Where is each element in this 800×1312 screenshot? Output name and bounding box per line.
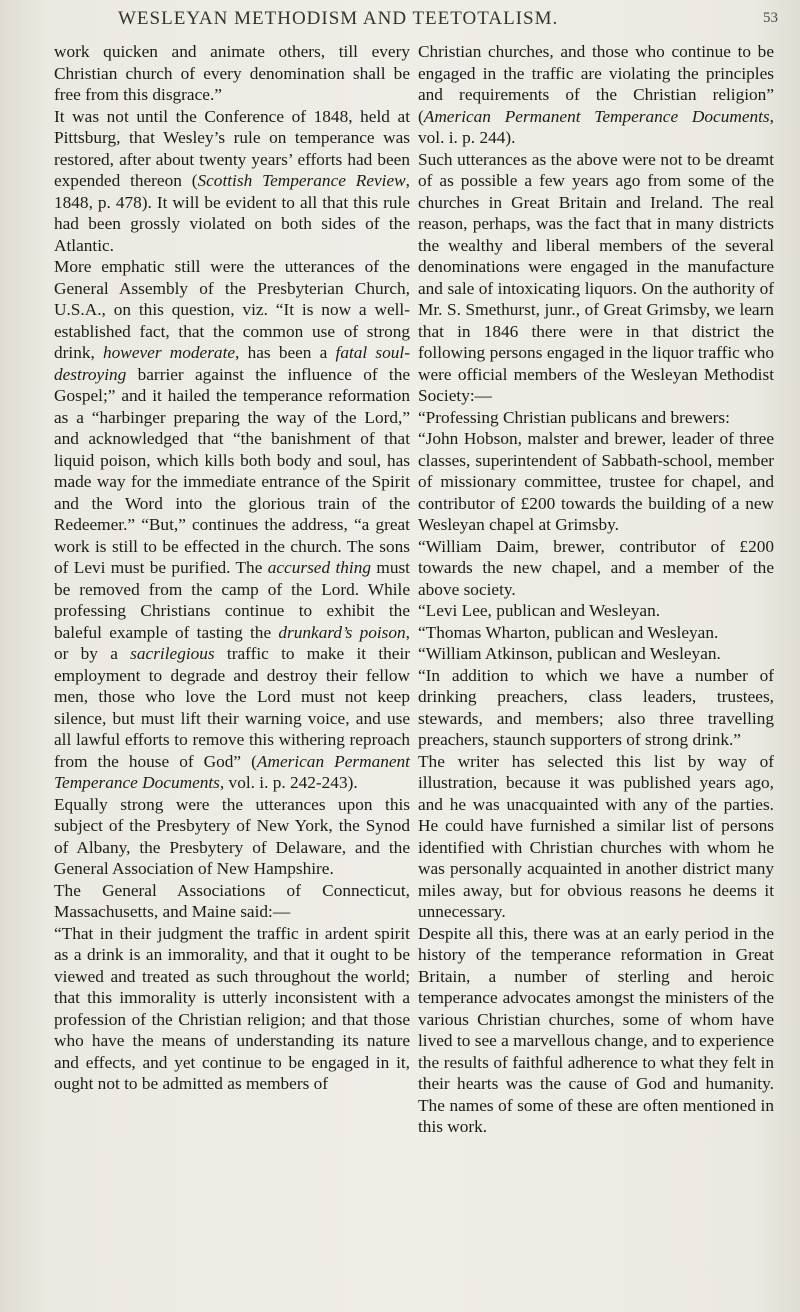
paragraph: It was not until the Conference of 1848, held at Pittsburg, that Wesley’s rule on temperance was restored, after about twenty years’ efforts had been expended thereon (Scottish Temperance Review, 1848, p. 478). It will be evident to all that this rule had been grossly violated on both sides of the Atlantic. <box>54 106 410 255</box>
paragraph: “In addition to which we have a number of drinking preachers, class leaders, trustees, stewards, and members; also three travelling preachers, staunch supporters of strong drink.” <box>418 665 774 749</box>
paragraph: Equally strong were the utterances upon this subject of the Presbytery of New York, the Synod of Albany, the Presbytery of Delaware, and the General Association of New Hampshire. <box>54 794 410 878</box>
paragraph: “Thomas Wharton, publican and Wesleyan. <box>418 622 719 642</box>
paragraph: work quicken and animate others, till every Christian church of every denomination shall be free from this disgrace.” <box>54 42 410 104</box>
paragraph: “Professing Christian publicans and brewers: <box>418 407 730 427</box>
paragraph: “William Daim, brewer, contributor of £200 towards the new chapel, and a member of the above society. <box>418 536 774 599</box>
paragraph: The writer has selected this list by way of illustration, because it was published years ago, and he was unacquainted with any of the parties. He could have furnished a similar list of persons identified with Christian churches with whom he was personally acquainted in another district many miles away, but for obvious reasons he deems it unnecessary. <box>418 751 774 921</box>
paragraph: More emphatic still were the utterances of the General Assembly of the Presbyterian Church, U.S.A., on this question, viz. “It is now a well-established fact, that the common use of strong drink, however moderate, has been a fatal soul-destroying barrier against the influence of the Gospel;” and it hailed the temperance reformation as a “harbinger preparing the way of the Lord,” and acknowledged that “the banishment of that liquid poison, which kills both body and soul, has made way for the immediate entrance of the Spirit and the Word into the glorious train of the Redeemer.” “But,” continues the address, “a great work is still to be effected in the church. The sons of Levi must be purified. The accursed thing must be removed from the camp of the Lord. While professing Christians continue to exhibit the baleful example of tasting the drunkard’s poison, or by a sacrilegious traffic to make it their employment to degrade and destroy their fellow men, those who love the Lord must not keep silence, but must lift their warning voice, and use all lawful efforts to remove this withering reproach from the house of God” (American Permanent Temperance Documents, vol. i. p. 242-243). <box>54 257 410 792</box>
paragraph: Such utterances as the above were not to be dreamt of as possible a few years ago from some of the churches in Great Britain and Ireland. The real reason, perhaps, was the fact that in many districts the wealthy and liberal members of the several denominations were engaged in the manufacture and sale of intoxicating liquors. On the authority of Mr. S. Smethurst, junr., of Great Grimsby, we learn that in 1846 there were in that district the following persons engaged in the liquor traffic who were official members of the Wesleyan Methodist Society:— <box>418 149 774 405</box>
running-head <box>0 8 800 40</box>
left-column <box>54 41 410 1095</box>
paragraph: “John Hobson, malster and brewer, leader of three classes, superintendent of Sabbath-school, member of missionary committee, trustee for chapel, and contributor of £200 towards the building of a new Wesleyan chapel at Grimsby. <box>418 429 774 534</box>
paragraph: “That in their judgment the traffic in ardent spirit as a drink is an immorality, and that it ought to be viewed and treated as such throughout the world; that this immorality is utterly inconsistent with a profession of the Christian religion; and that those who have the means of understanding its nature and effects, and yet continue to be engaged in it, ought not to be admitted as members of <box>54 923 410 1093</box>
paragraph: Christian churches, and those who continue to be engaged in the traffic are violating the principles and requirements of the Christian religion” (American Permanent Temperance Documents, vol. i. p. 244). <box>418 42 774 147</box>
right-column <box>418 41 774 1138</box>
paragraph: “William Atkinson, publican and Wesleyan. <box>418 644 721 663</box>
page-number: 53 <box>763 10 778 26</box>
paragraph: “Levi Lee, publican and Wesleyan. <box>418 601 661 620</box>
running-title: WESLEYAN METHODISM AND TEETOTALISM. <box>118 8 559 29</box>
paragraph: The General Associations of Connecticut, Massachusetts, and Maine said:— <box>54 880 410 921</box>
paragraph: Despite all this, there was at an early period in the history of the temperance reformation in Great Britain, a number of sterling and heroic temperance advocates amongst the ministers of the various Christian churches, some of whom have lived to see a marvellous change, and to experience the results of faithful adherence to what they felt in their hearts was the cause of God and humanity. The names of some of these are often mentioned in this work. <box>418 923 774 1136</box>
